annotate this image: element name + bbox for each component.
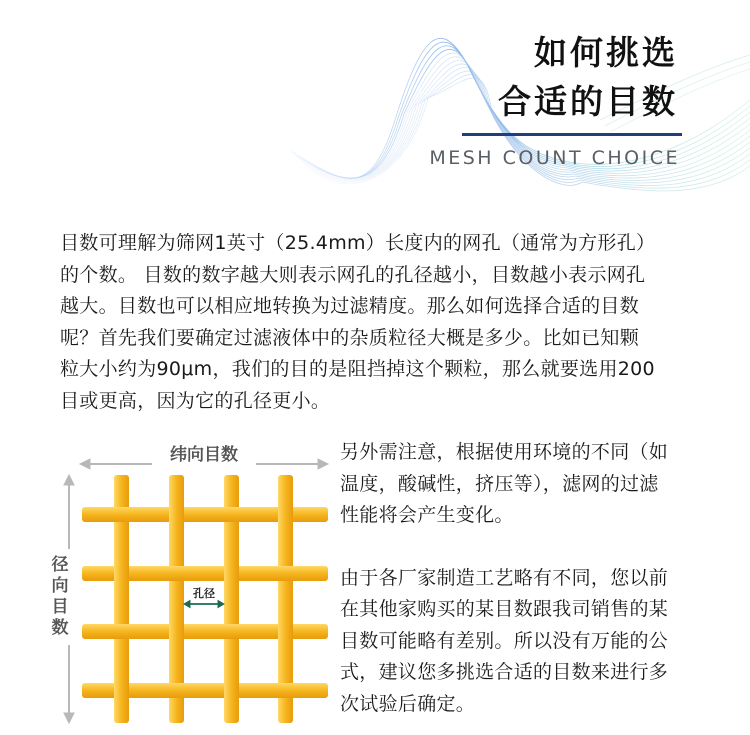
intro-line: 的个数。 目数的数字越大则表示网孔的孔径越小，目数越小表示网孔 [60, 263, 646, 286]
mesh-weave-diagram [40, 437, 330, 727]
note-line: 目数可能略有差别。所以没有万能的公 [340, 629, 669, 652]
note-line: 次试验后确定。 [340, 692, 476, 715]
page-title-line2: 合适的目数 [498, 82, 678, 121]
intro-line: 越大。目数也可以相应地转换为过滤精度。那么如何选择合适的目数 [60, 295, 640, 317]
aperture-arrow [184, 601, 224, 608]
note-line: 另外需注意，根据使用环境的不同（如 [340, 441, 669, 463]
intro-line: 呢？首先我们要确定过滤液体中的杂质粒径大概是多少。比如已知颗 [60, 326, 640, 349]
note-line: 性能将会产生变化。 [340, 504, 514, 526]
note-line: 在其他家购买的某目数跟我司销售的某 [340, 598, 669, 620]
page-title-line1: 如何挑选 [534, 33, 678, 72]
intro-line: 目或更高，因为它的孔径更小。 [60, 389, 331, 412]
intro-line: 目数可理解为筛网1英寸（25.4mm）长度内的网孔（通常为方形孔） [60, 232, 656, 254]
note-line: 由于各厂家制造工艺略有不同，您以前 [340, 566, 669, 589]
note-line: 温度，酸碱性，挤压等），滤网的过滤 [340, 472, 659, 495]
intro-paragraph [60, 228, 700, 417]
page-subtitle: MESH COUNT CHOICE [429, 147, 680, 169]
notes-text [340, 437, 700, 720]
intro-line: 粒大小约为90μm，我们的目的是阻挡掉这个颗粒，那么就要选用200 [60, 358, 655, 380]
aperture-label: 孔径 [193, 587, 215, 600]
note-line: 式，建议您多挑选合适的目数来进行多 [340, 661, 669, 683]
title-divider [462, 133, 682, 136]
weft-mesh-label: 纬向目数 [170, 445, 238, 465]
svg-text:径向目数: 径向目数 [51, 555, 69, 638]
